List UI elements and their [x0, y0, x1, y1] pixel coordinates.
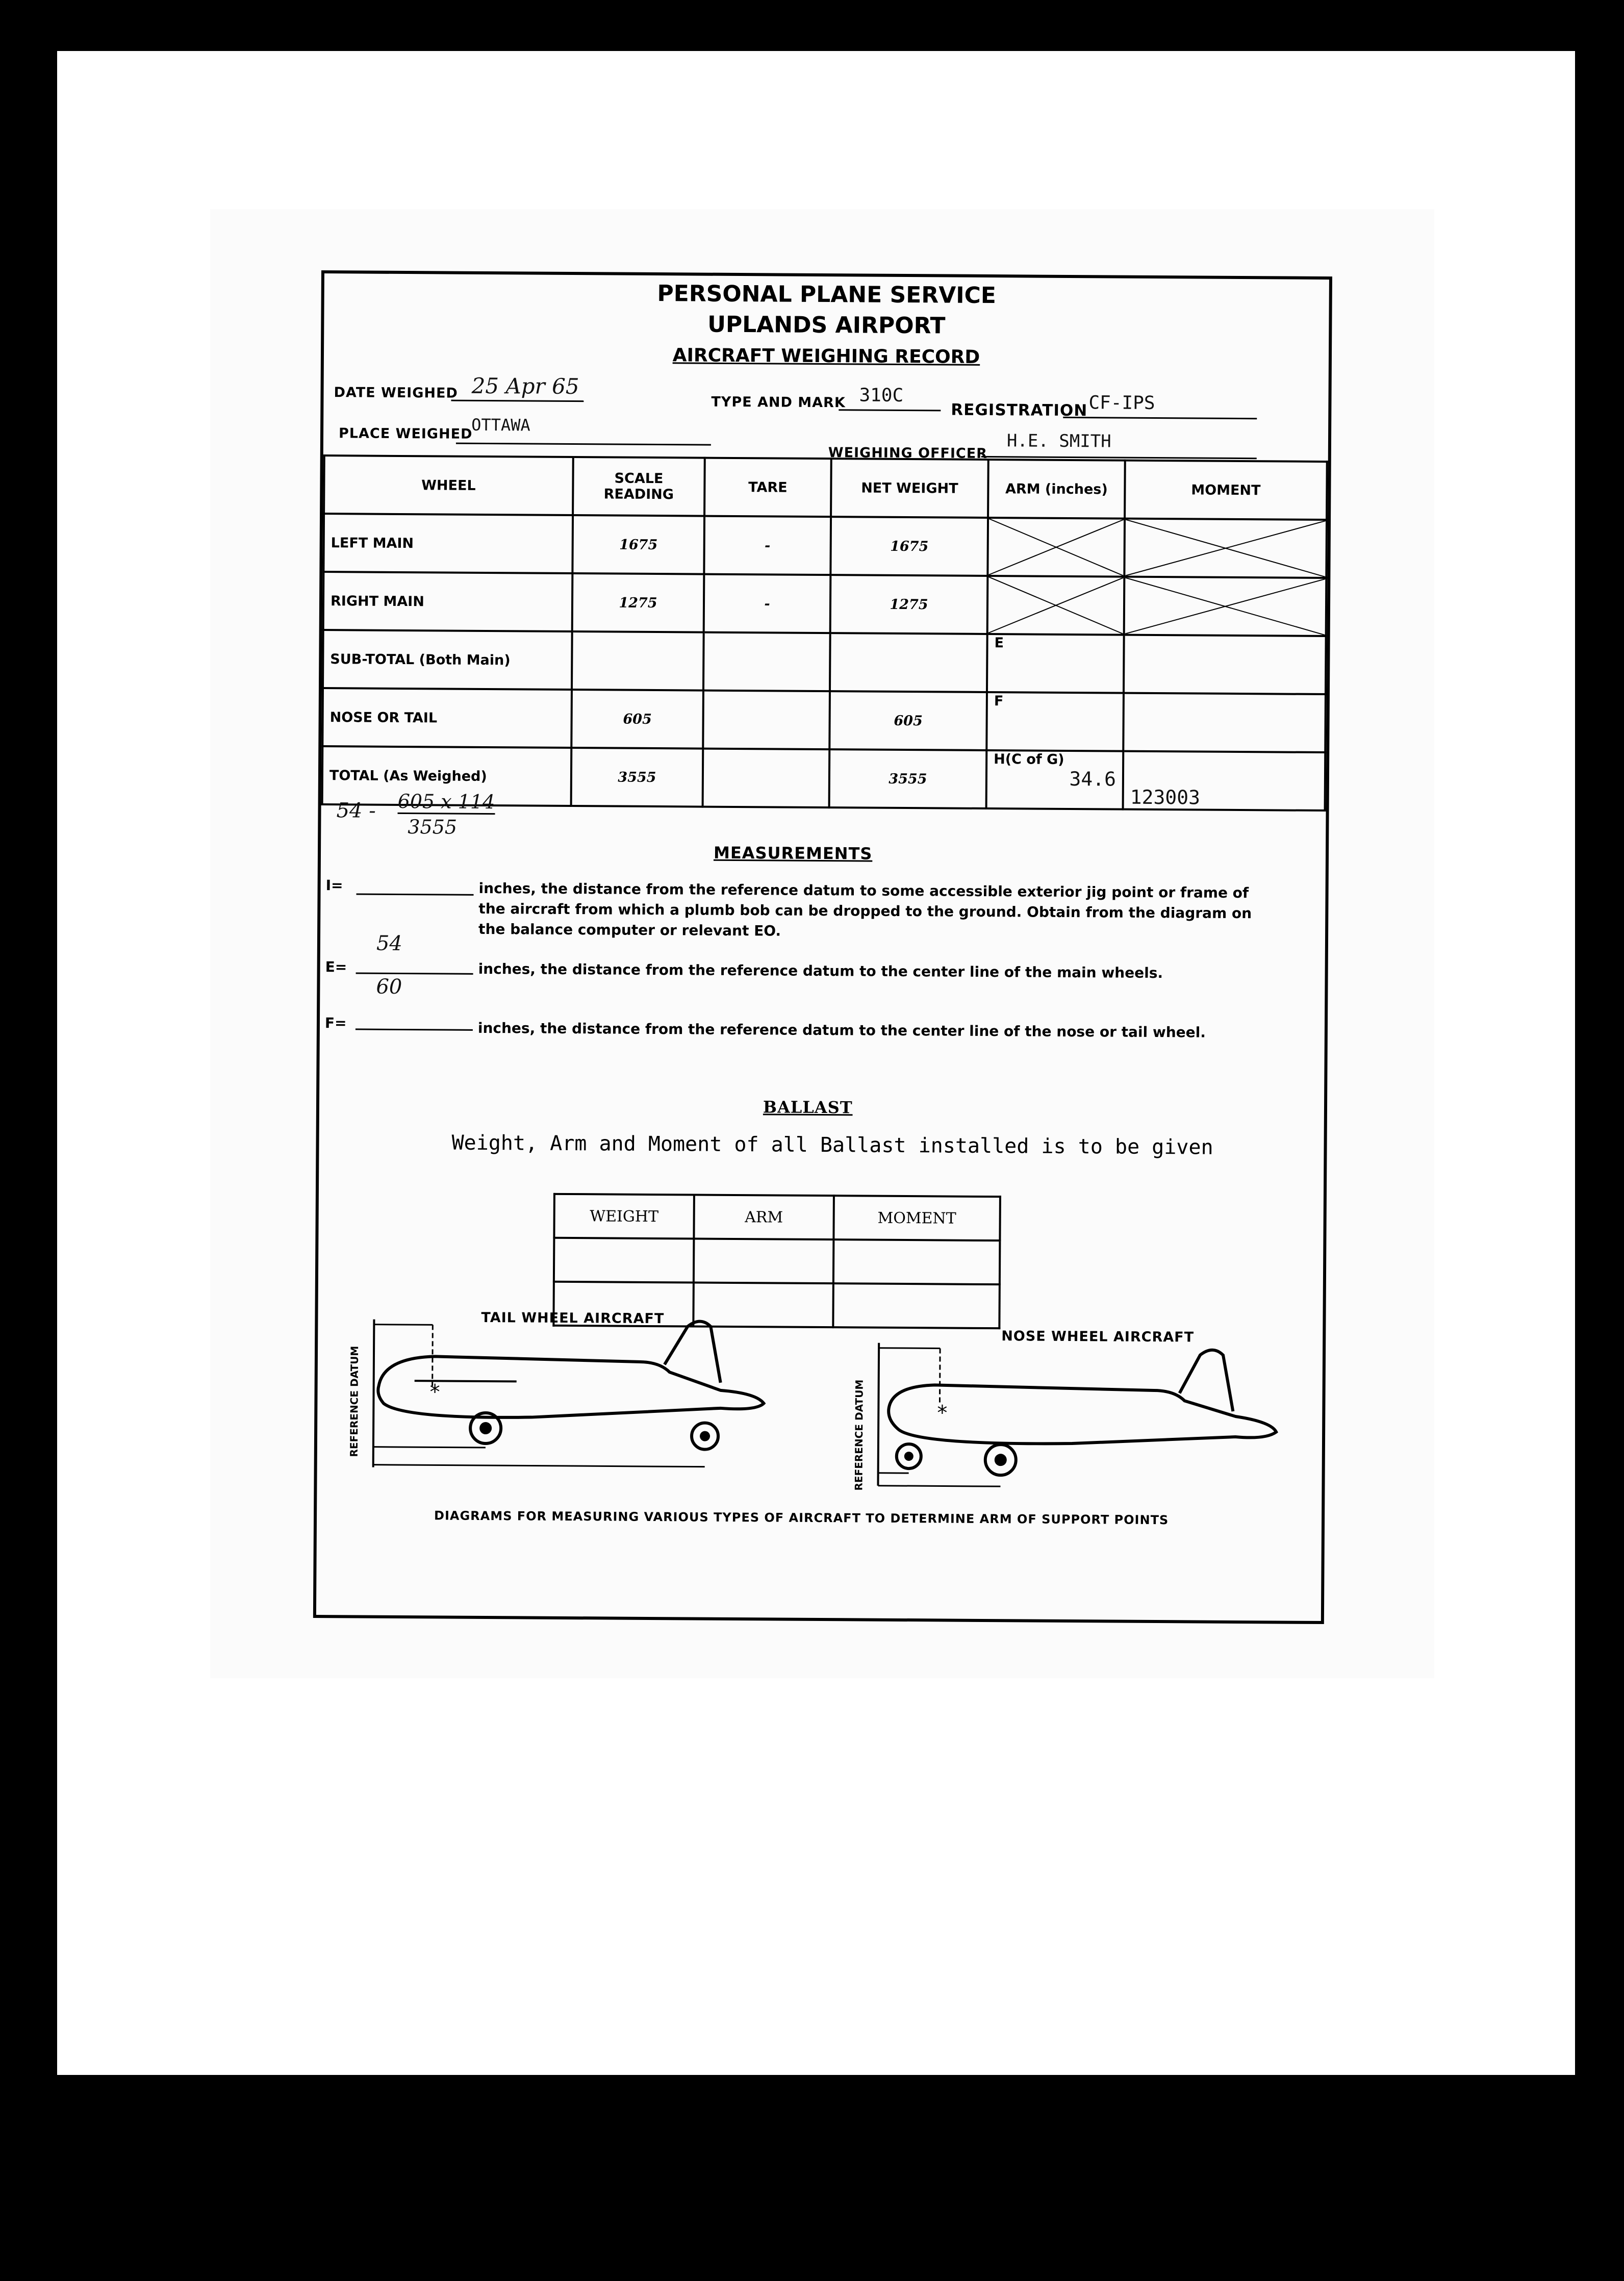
- col-header-net: NET WEIGHT: [831, 459, 988, 518]
- arm-cell[interactable]: F: [986, 692, 1124, 751]
- tare-cell[interactable]: [703, 632, 830, 692]
- ballast-arm-cell[interactable]: [694, 1238, 834, 1283]
- i-text: inches, the distance from the reference datum to some accessible exterior jig point or frame of the aircraft from which a plumb bob can be dropped to the ground. Obtain from the diagram on the balance computer or relevant EO.: [478, 879, 1252, 940]
- ballast-col-arm: ARM: [694, 1195, 834, 1239]
- net-cell[interactable]: 1275: [830, 575, 988, 634]
- net-cell[interactable]: 3555: [829, 749, 987, 808]
- nose-wheel-aircraft-diagram: [868, 1338, 1287, 1499]
- ballast-col-weight: WEIGHT: [554, 1194, 694, 1239]
- f-text: inches, the distance from the reference datum to the center line of the nose or tail wheel.: [477, 1019, 1206, 1041]
- table-row: [322, 688, 1326, 752]
- row-label: SUB-TOTAL (Both Main): [323, 630, 572, 690]
- cg-label: H(C of G): [994, 751, 1064, 768]
- date-value: 25 Apr 65: [471, 373, 579, 399]
- place-label: PLACE WEIGHED: [338, 425, 473, 442]
- registration-label: REGISTRATION: [951, 400, 1088, 420]
- ballast-table: [552, 1193, 1001, 1329]
- f-field[interactable]: [356, 1008, 473, 1030]
- arm-cell[interactable]: [986, 750, 1124, 809]
- registration-value: CF-IPS: [1088, 392, 1155, 414]
- moment-cell-crossed: [1124, 519, 1327, 578]
- type-label: TYPE AND MARK: [711, 394, 846, 411]
- col-header-scale: SCALE READING: [573, 457, 705, 516]
- arm-cell[interactable]: E: [987, 634, 1124, 693]
- e-value: 54: [376, 931, 402, 955]
- table-row: [323, 514, 1327, 578]
- officer-label: WEIGHING OFFICER: [828, 445, 988, 462]
- scale-cell[interactable]: 605: [571, 690, 703, 749]
- company-name: PERSONAL PLANE SERVICE: [657, 281, 997, 309]
- type-value: 310C: [859, 385, 904, 406]
- calc-lhs: 54 -: [336, 799, 376, 823]
- i-field[interactable]: [357, 873, 474, 895]
- scale-cell[interactable]: 1275: [572, 573, 704, 632]
- col-header-wheel: WHEEL: [324, 455, 573, 515]
- tare-cell[interactable]: -: [704, 574, 831, 633]
- form-title: AIRCRAFT WEIGHING RECORD: [672, 345, 980, 368]
- e-field[interactable]: [356, 952, 473, 974]
- arm-cell-crossed: [987, 576, 1125, 635]
- ballast-title: BALLAST: [763, 1097, 853, 1118]
- tail-wheel-aircraft-diagram: [363, 1314, 803, 1480]
- airport-name: UPLANDS AIRPORT: [707, 311, 946, 339]
- tail-datum-label: REFERENCE DATUM: [347, 1346, 361, 1457]
- row-label: LEFT MAIN: [323, 514, 573, 573]
- col-header-tare: TARE: [704, 458, 831, 517]
- cg-value: 34.6: [1069, 767, 1116, 791]
- cross-out-icon: [988, 577, 1124, 634]
- cross-out-icon: [1125, 578, 1326, 635]
- nose-datum-label: REFERENCE DATUM: [852, 1379, 866, 1491]
- diagram-caption: DIAGRAMS FOR MEASURING VARIOUS TYPES OF AIRCRAFT TO DETERMINE ARM OF SUPPORT POINTS: [434, 1508, 1169, 1528]
- weighing-record-form: [313, 270, 1332, 1624]
- table-header-row: [324, 455, 1327, 520]
- row-label: TOTAL (As Weighed): [322, 746, 572, 806]
- tare-cell[interactable]: [703, 749, 830, 808]
- row-label: NOSE OR TAIL: [322, 688, 572, 748]
- f-label: F=: [324, 1015, 347, 1032]
- cross-out-icon: [988, 519, 1124, 576]
- col-header-arm: ARM (inches): [988, 460, 1125, 519]
- tare-cell[interactable]: -: [704, 516, 831, 575]
- row-label: RIGHT MAIN: [323, 572, 573, 631]
- ballast-weight-cell[interactable]: [554, 1238, 694, 1283]
- date-label: DATE WEIGHED: [334, 385, 458, 401]
- calc-numerator: 605 x 114: [397, 790, 495, 815]
- i-label: I=: [325, 877, 343, 894]
- f-value: 60: [376, 975, 402, 999]
- table-header-row: [554, 1194, 1000, 1240]
- net-cell[interactable]: 1675: [830, 517, 988, 576]
- cg-mark: *: [937, 1401, 948, 1425]
- ballast-moment-cell[interactable]: [833, 1283, 1000, 1328]
- col-header-moment: MOMENT: [1125, 461, 1327, 520]
- table-row: [554, 1238, 1000, 1284]
- moment-cell[interactable]: [1123, 693, 1326, 752]
- cross-out-icon: [1125, 520, 1326, 577]
- tail-wheel-label: TAIL WHEEL AIRCRAFT: [481, 1309, 665, 1327]
- net-cell[interactable]: 605: [829, 691, 987, 750]
- ballast-instruction: Weight, Arm and Moment of all Ballast installed is to be given: [451, 1131, 1213, 1159]
- nose-wheel-label: NOSE WHEEL AIRCRAFT: [1001, 1328, 1195, 1346]
- table-row: [323, 572, 1327, 636]
- moment-cell[interactable]: [1124, 635, 1326, 694]
- table-row: [323, 630, 1326, 694]
- officer-value: H.E. SMITH: [1006, 430, 1111, 452]
- place-value: OTTAWA: [471, 415, 530, 435]
- weighing-table: [321, 454, 1328, 812]
- scale-cell[interactable]: 1675: [572, 515, 704, 574]
- ballast-col-moment: MOMENT: [833, 1196, 1000, 1240]
- ballast-moment-cell[interactable]: [833, 1239, 1000, 1284]
- tare-cell[interactable]: [703, 691, 830, 750]
- calc-denominator: 3555: [408, 816, 458, 839]
- moment-cell-crossed: [1124, 577, 1327, 636]
- net-cell[interactable]: [830, 633, 987, 692]
- measurements-title: MEASUREMENTS: [713, 843, 873, 864]
- scale-cell[interactable]: [572, 631, 704, 691]
- scale-cell[interactable]: 3555: [571, 748, 703, 807]
- cg-mark: *: [429, 1380, 440, 1404]
- arm-cell-crossed: [987, 518, 1125, 577]
- e-text: inches, the distance from the reference datum to the center line of the main wheels.: [478, 960, 1163, 982]
- e-label: E=: [325, 958, 347, 976]
- moment-cell[interactable]: 123003: [1123, 751, 1326, 810]
